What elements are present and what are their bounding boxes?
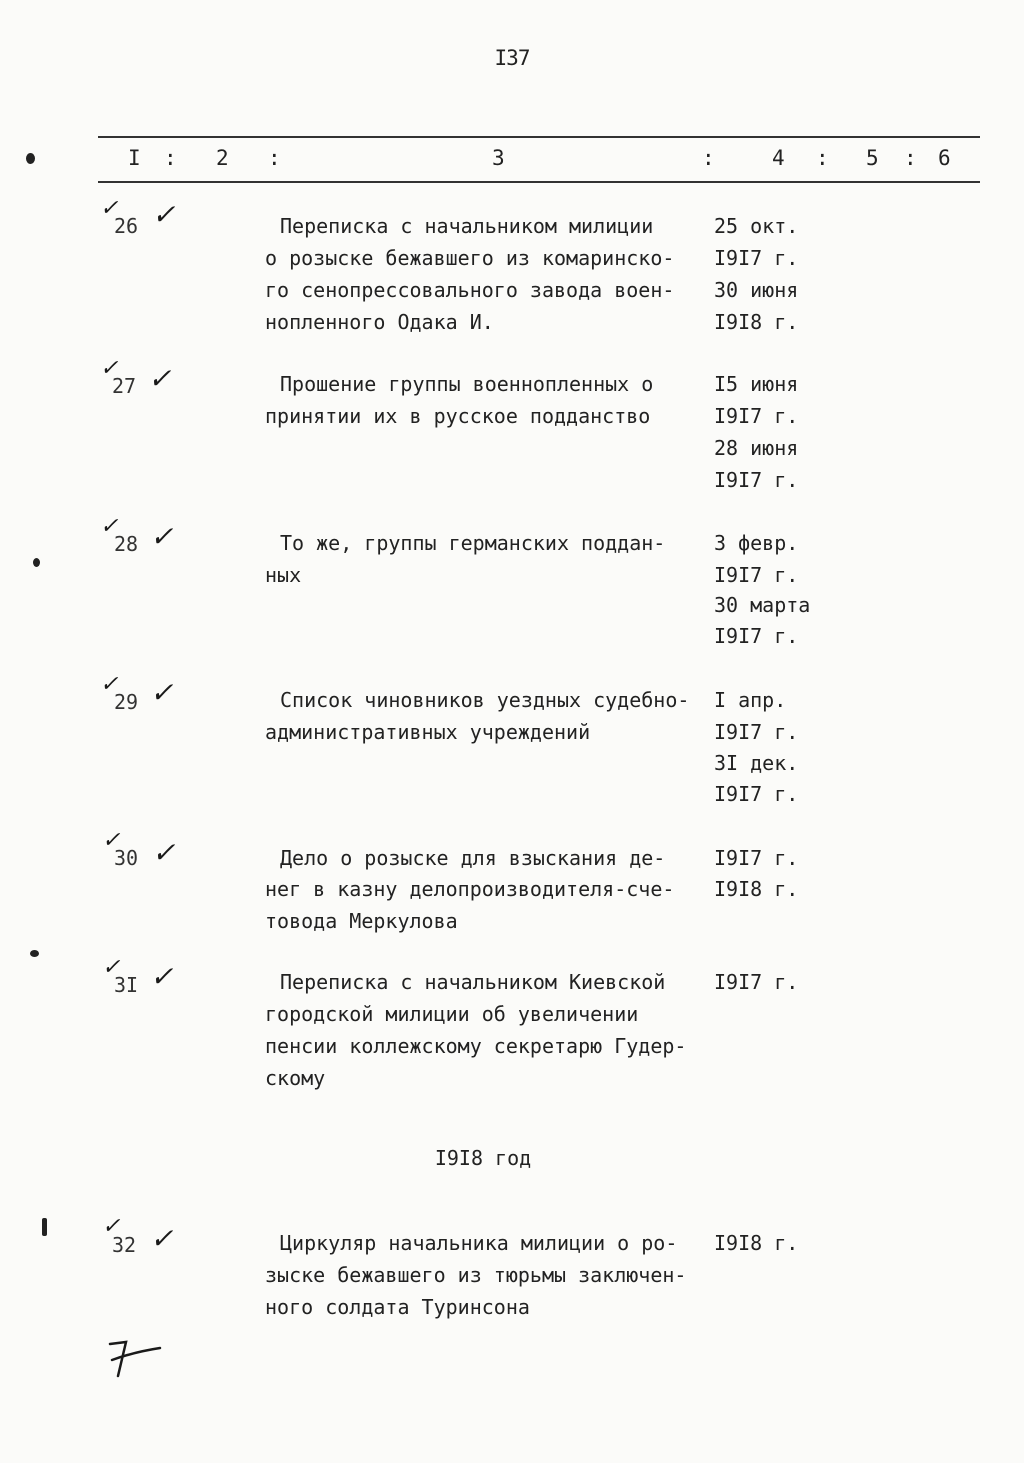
header-col-4: 4 [772,146,785,170]
entry-date-line: I9I7 г. [714,404,799,428]
entry-date-line: I9I8 г. [714,877,799,901]
entry-number: 28 [114,532,139,556]
header-col-6: 6 [938,146,951,170]
entry-date-line: I5 июня [714,372,799,396]
entry-date-line: 3 февр. [714,531,799,555]
entry-date-line: 30 июня [714,278,799,302]
entry-text-line: зыске бежавшего из тюрьмы заключен- [265,1263,687,1287]
check-mark-icon: ✓ [102,828,121,853]
year-heading: I9I8 год [434,1146,532,1170]
entry-text-line: Переписка с начальником милиции [280,214,654,238]
entry-date-line: 30 марта [714,593,811,617]
entry-date-line: 3I дек. [714,751,799,775]
check-mark-icon: ✓ [152,836,176,869]
entry-text-line: административных учреждений [265,720,591,744]
header-sep-3: : [702,146,715,170]
entry-number: 29 [114,690,139,714]
entry-number: 27 [112,374,137,398]
entry-text-line: ных [265,563,302,587]
check-mark-icon: ✓ [150,1222,174,1255]
entry-number: 30 [114,846,139,870]
hole-punch-mark [33,558,40,567]
entry-date-line: I9I7 г. [714,563,799,587]
entry-text-line: нег в казну делопроизводителя-сче- [265,877,675,901]
header-col-5: 5 [866,146,879,170]
entry-date-line: I9I7 г. [714,846,799,870]
check-mark-icon: ✓ [100,672,119,697]
entry-date-line: I9I8 г. [714,310,799,334]
check-mark-icon: ✓ [100,196,119,221]
entry-number: 3I [114,973,139,997]
hole-punch-mark [42,1218,47,1236]
entry-date-line: I9I7 г. [714,468,799,492]
entry-text-line: Список чиновников уездных судебно- [280,688,690,712]
entry-date-line: I9I7 г. [714,970,799,994]
entry-text-line: Прошение группы военнопленных о [280,372,654,396]
hole-punch-mark [26,153,35,164]
entry-date-line: I9I7 г. [714,624,799,648]
check-mark-icon: ✓ [102,955,121,980]
entry-date-line: 25 окт. [714,214,799,238]
entry-text-line: городской милиции об увеличении [265,1002,639,1026]
entry-date-line: I9I7 г. [714,720,799,744]
entry-text-line: принятии их в русское подданство [265,404,651,428]
entry-date-line: I9I7 г. [714,782,799,806]
page-number: I37 [494,46,530,70]
check-mark-icon: ✓ [150,960,174,993]
header-sep-2: : [268,146,281,170]
entry-text-line: Переписка с начальником Киевской [280,970,666,994]
header-col-2: 2 [216,146,229,170]
header-col-3: 3 [492,146,505,170]
check-mark-icon: ✓ [150,676,174,709]
entry-number: 32 [112,1233,137,1257]
header-col-1: I [128,146,141,170]
check-mark-icon: ✓ [152,198,176,231]
check-mark-icon: ✓ [100,514,119,539]
entry-text-line: Дело о розыске для взыскания де- [280,846,666,870]
hole-punch-mark [30,950,39,957]
table-top-rule [98,136,980,138]
header-sep-4: : [816,146,829,170]
header-sep-1: : [164,146,177,170]
entry-text-line: о розыске бежавшего из комаринско- [265,246,675,270]
entry-text-line: го сенопрессовального завода воен- [265,278,675,302]
entry-date-line: I9I7 г. [714,246,799,270]
entry-date-line: 28 июня [714,436,799,460]
entry-text-line: То же, группы германских поддан- [280,531,666,555]
entry-text-line: нопленного Одака И. [265,310,494,334]
entry-text-line: товода Меркулова [265,909,458,933]
check-mark-icon: ✓ [100,356,119,381]
entry-text-line: ного солдата Туринсона [265,1295,530,1319]
signature-mark-icon [104,1332,174,1382]
entry-date-line: I9I8 г. [714,1231,799,1255]
check-mark-icon: ✓ [102,1214,121,1239]
check-mark-icon: ✓ [150,520,174,553]
header-sep-5: : [904,146,917,170]
table-bottom-rule [98,181,980,183]
check-mark-icon: ✓ [148,362,172,395]
entry-text-line: скому [265,1066,326,1090]
entry-text-line: Циркуляр начальника милиции о ро- [280,1231,678,1255]
entry-date-line: I апр. [714,688,787,712]
entry-number: 26 [114,214,139,238]
entry-text-line: пенсии коллежскому секретарю Гудер- [265,1034,687,1058]
